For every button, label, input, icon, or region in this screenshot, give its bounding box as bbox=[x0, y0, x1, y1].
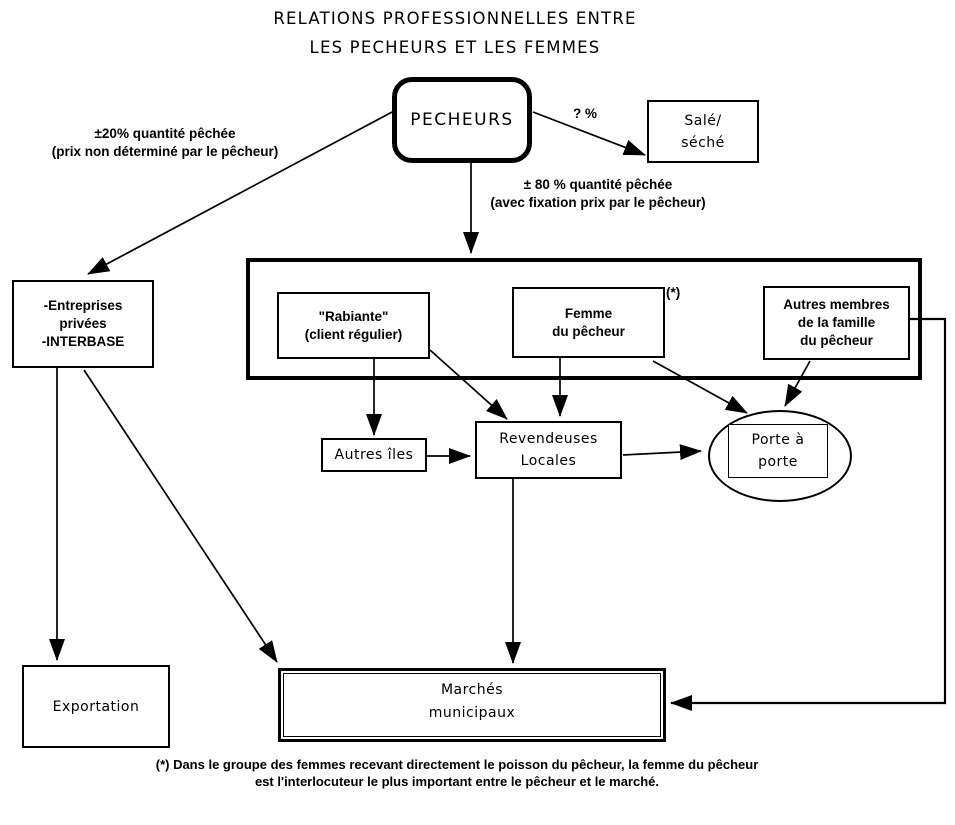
edge-label-pct80-line2: (avec fixation prix par le pêcheur) bbox=[490, 195, 706, 210]
node-revendeuses-locales bbox=[475, 421, 622, 479]
node-sale-seche bbox=[647, 100, 759, 163]
node-sale-seche-line1: Salé/ bbox=[684, 112, 722, 129]
edge-label-pct20-line2: (prix non déterminé par le pêcheur) bbox=[51, 144, 279, 159]
diagram-title bbox=[105, 4, 805, 62]
node-marches-line1: Marchés bbox=[440, 682, 504, 698]
node-entreprises-line1: -Entreprises bbox=[43, 298, 123, 313]
node-porte-line2: porte bbox=[758, 454, 798, 470]
node-femme-du-pecheur bbox=[512, 287, 665, 358]
node-revendeuses-line2: Locales bbox=[520, 453, 577, 469]
node-marches-municipaux bbox=[278, 668, 666, 742]
node-marches-line2: municipaux bbox=[428, 705, 516, 721]
edge-label-pct80 bbox=[468, 176, 728, 212]
node-rabiante bbox=[277, 292, 430, 359]
node-exportation-label: Exportation bbox=[52, 698, 140, 715]
node-autres-membres-line2: de la famille bbox=[797, 315, 876, 330]
edge-label-pct20-line1: ±20% quantité pêchée bbox=[94, 126, 236, 141]
node-rabiante-line1: "Rabiante" bbox=[318, 308, 389, 324]
node-entreprises-interbase bbox=[12, 280, 154, 368]
edge-label-pct20 bbox=[15, 125, 315, 161]
diagram-title-line2: LES PECHEURS ET LES FEMMES bbox=[309, 38, 601, 57]
asterisk-marker: (*) bbox=[666, 285, 681, 300]
footnote bbox=[57, 757, 857, 790]
footnote-line1: (*) Dans le groupe des femmes recevant directement le poisson du pêcheur, la femme du pêcheur bbox=[155, 757, 759, 772]
diagram-title-line1: RELATIONS PROFESSIONNELLES ENTRE bbox=[273, 9, 637, 28]
edge-label-question-pct: ? % bbox=[572, 106, 597, 121]
node-pecheurs bbox=[392, 77, 532, 163]
node-pecheurs-label: PECHEURS bbox=[410, 110, 514, 130]
node-autres-iles-label: Autres îles bbox=[334, 447, 414, 463]
node-porte-line1: Porte à bbox=[751, 432, 805, 448]
arrow-revendeuses-to-porte bbox=[623, 451, 701, 455]
node-autres-membres bbox=[763, 286, 910, 360]
node-rabiante-line2: (client régulier) bbox=[304, 326, 403, 342]
node-sale-seche-line2: séché bbox=[681, 134, 725, 151]
node-marches-inner bbox=[283, 673, 661, 737]
node-porte-a-porte bbox=[728, 424, 828, 478]
edge-label-pct80-line1: ± 80 % quantité pêchée bbox=[523, 177, 673, 192]
node-autres-iles bbox=[321, 438, 427, 472]
node-femme-line2: du pêcheur bbox=[552, 323, 625, 339]
footnote-line2: est l'interlocuteur le plus important entre le pêcheur et le marché. bbox=[254, 773, 660, 789]
node-exportation bbox=[22, 665, 170, 748]
node-entreprises-line3: -INTERBASE bbox=[41, 334, 125, 349]
node-femme-line1: Femme bbox=[564, 305, 613, 321]
node-autres-membres-line3: du pêcheur bbox=[800, 333, 873, 348]
arrow-entreprises-to-marches bbox=[84, 370, 277, 662]
node-revendeuses-line1: Revendeuses bbox=[499, 431, 598, 447]
node-entreprises-line2: privées bbox=[59, 316, 107, 331]
node-autres-membres-line1: Autres membres bbox=[783, 297, 890, 312]
